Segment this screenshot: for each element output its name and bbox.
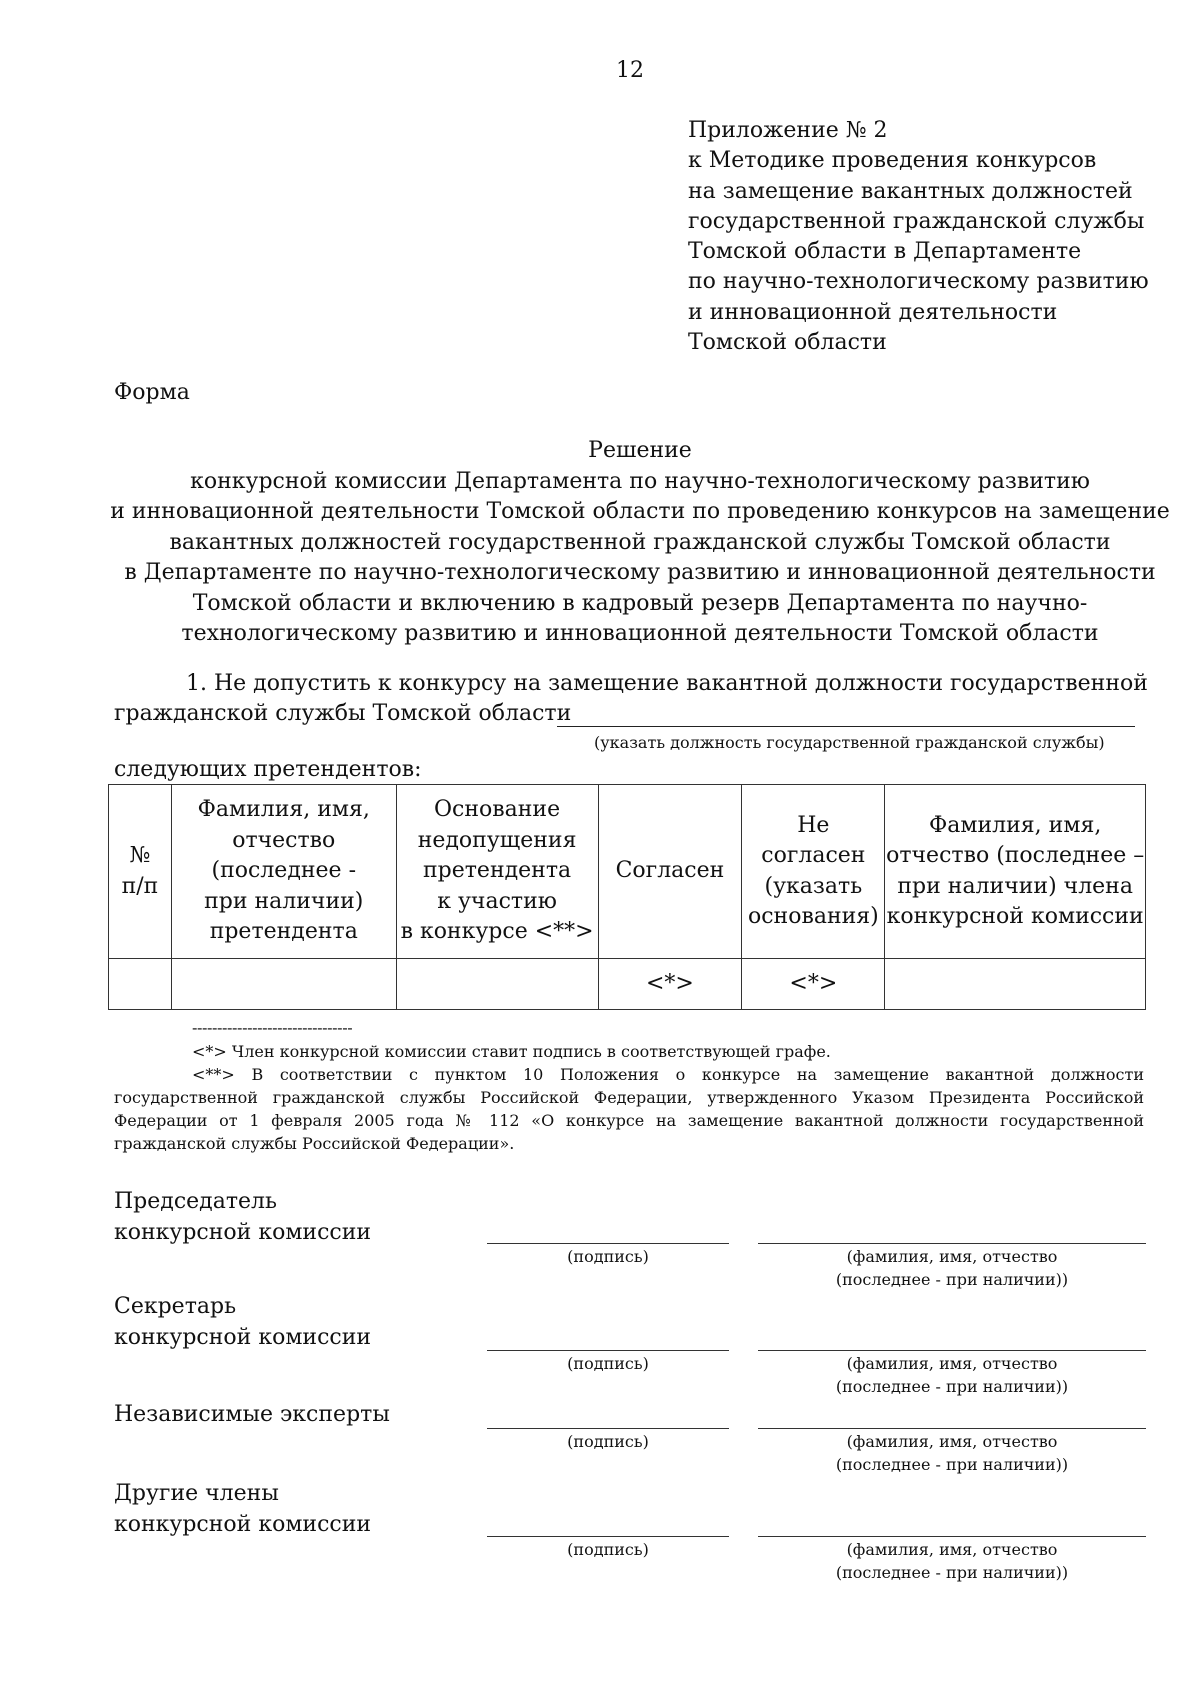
header-number: № п/п bbox=[109, 785, 172, 959]
cell-disagree[interactable]: <*> bbox=[742, 959, 885, 1010]
position-fill-line[interactable] bbox=[557, 726, 1135, 727]
title-line: вакантных должностей государственной гражданской службы Томской области bbox=[169, 529, 1111, 555]
appendix-block bbox=[688, 116, 1149, 358]
table-header-row bbox=[109, 785, 1146, 959]
name-line[interactable] bbox=[758, 1428, 1146, 1429]
form-label: Форма bbox=[114, 380, 190, 405]
name-caption: (фамилия, имя, отчество (последнее - при наличии)) bbox=[835, 1432, 1069, 1474]
cell-agree[interactable]: <*> bbox=[598, 959, 742, 1010]
signature-label-experts: Независимые эксперты bbox=[114, 1402, 390, 1427]
following-candidates-label: следующих претендентов: bbox=[114, 757, 422, 782]
title-line: технологическому развитию и инновационной деятельности Томской области bbox=[181, 621, 1099, 646]
signature-line[interactable] bbox=[487, 1350, 729, 1351]
header-agree: Согласен bbox=[598, 785, 742, 959]
title-heading: Решение bbox=[588, 438, 692, 463]
signature-caption: (подпись) bbox=[567, 1540, 649, 1559]
title-line: Томской области и включению в кадровый резерв Департамента по научно- bbox=[192, 590, 1088, 616]
candidates-table bbox=[108, 784, 1146, 1010]
signature-caption: (подпись) bbox=[567, 1354, 649, 1373]
title-line: и инновационной деятельности Томской области по проведению конкурсов на замещение bbox=[110, 499, 1170, 524]
cell-rejection-reason[interactable] bbox=[396, 959, 598, 1010]
appendix-line: Томской области bbox=[688, 330, 887, 356]
header-rejection-reason: Основание недопущения претендента к участию в конкурсе <**> bbox=[396, 785, 598, 959]
appendix-line: на замещение вакантных должностей bbox=[688, 178, 1133, 204]
footnote-2: <**> В соответствии с пунктом 10 Положения о конкурсе на замещение вакантной должности государственной гражданской службы Российской Федерации, утвержденного Указом Президента Российской Федерации от 1 февраля 2005 года № 112 «О конкурсе на замещение вакантной должности государственной гражданской службы Российской Федерации». bbox=[114, 1065, 1144, 1153]
signature-line[interactable] bbox=[487, 1536, 729, 1537]
signature-label-chairman: Председатель конкурсной комиссии bbox=[114, 1189, 372, 1245]
cell-number[interactable] bbox=[109, 959, 172, 1010]
title-line: конкурсной комиссии Департамента по научно-технологическому развитию bbox=[190, 468, 1090, 494]
signature-caption: (подпись) bbox=[567, 1432, 649, 1451]
signature-label-other-members: Другие члены конкурсной комиссии bbox=[114, 1481, 372, 1537]
signature-line[interactable] bbox=[487, 1428, 729, 1429]
appendix-line: Приложение № 2 bbox=[688, 118, 888, 143]
signature-caption: (подпись) bbox=[567, 1247, 649, 1266]
name-line[interactable] bbox=[758, 1536, 1146, 1537]
decision-title bbox=[100, 436, 1180, 650]
appendix-line: Томской области в Департаменте bbox=[688, 239, 1082, 265]
signature-label-secretary: Секретарь конкурсной комиссии bbox=[114, 1294, 372, 1350]
cell-candidate-name[interactable] bbox=[171, 959, 396, 1010]
header-disagree: Не согласен (указать основания) bbox=[742, 785, 885, 959]
name-line[interactable] bbox=[758, 1243, 1146, 1244]
table-row bbox=[109, 959, 1146, 1010]
name-caption: (фамилия, имя, отчество (последнее - при наличии)) bbox=[835, 1540, 1069, 1582]
appendix-line: и инновационной деятельности bbox=[688, 299, 1058, 325]
position-hint: (указать должность государственной гражданской службы) bbox=[594, 733, 1105, 752]
header-candidate-name: Фамилия, имя, отчество (последнее - при наличии) претендента bbox=[171, 785, 396, 959]
appendix-line: к Методике проведения конкурсов bbox=[688, 148, 1097, 174]
title-line: в Департаменте по научно-технологическому развитию и инновационной деятельности bbox=[124, 560, 1156, 585]
name-caption: (фамилия, имя, отчество (последнее - при наличии)) bbox=[835, 1247, 1069, 1289]
header-commission-member: Фамилия, имя, отчество (последнее – при наличии) члена конкурсной комиссии bbox=[885, 785, 1146, 959]
footnote-1: <*> Член конкурсной комиссии ставит подпись в соответствующей графе. bbox=[192, 1042, 831, 1061]
paragraph-1-line-2: гражданской службы Томской области bbox=[114, 701, 572, 726]
appendix-line: по научно-технологическому развитию bbox=[688, 269, 1149, 295]
page-number: 12 bbox=[616, 58, 644, 83]
appendix-line: государственной гражданской службы bbox=[688, 208, 1145, 234]
footnote-separator: -------------------------------- bbox=[192, 1018, 353, 1037]
cell-commission-member[interactable] bbox=[885, 959, 1146, 1010]
name-line[interactable] bbox=[758, 1350, 1146, 1351]
paragraph-1-line-1: 1. Не допустить к конкурсу на замещение вакантной должности государственной bbox=[186, 671, 1148, 696]
name-caption: (фамилия, имя, отчество (последнее - при наличии)) bbox=[835, 1354, 1069, 1396]
signature-line[interactable] bbox=[487, 1243, 729, 1244]
